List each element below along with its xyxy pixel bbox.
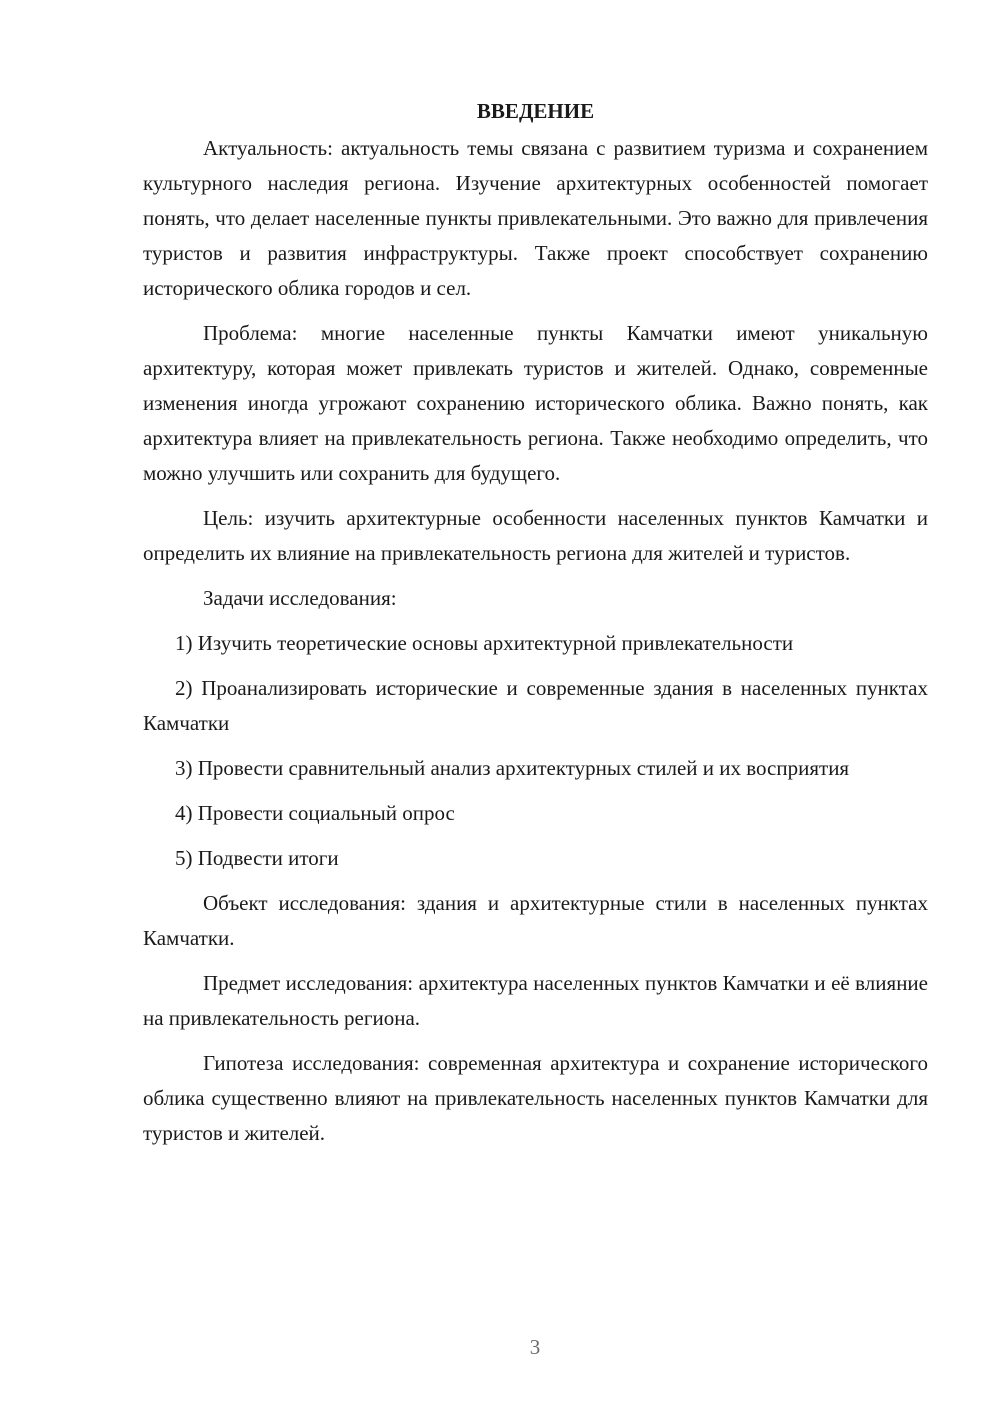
tasks-heading: Задачи исследования:: [203, 586, 397, 610]
goal-paragraph: Цель: изучить архитектурные особенности населенных пунктов Камчатки и определить их влияние на привлекательность региона для жителей и туристов.: [143, 506, 928, 565]
problem-paragraph: Проблема: многие населенные пункты Камчатки имеют уникальную архитектуру, которая может привлекать туристов и жителей. Однако, современные изменения иногда угрожают сохранению исторического облика. Важно понять, как архитектура влияет на привлекательность региона. Также необходимо определить, что можно улучшить или сохранить для будущего.: [143, 321, 928, 485]
task-item-3: 3) Провести сравнительный анализ архитектурных стилей и их восприятия: [175, 756, 850, 780]
relevance-paragraph: Актуальность: актуальность темы связана с развитием туризма и сохранением культурного наследия региона. Изучение архитектурных особенностей помогает понять, что делает населенные пункты привлекательными. Это важно для привлечения туристов и развития инфраструктуры. Также проект способствует сохранению исторического облика городов и сел.: [143, 136, 928, 300]
object-paragraph: Объект исследования: здания и архитектурные стили в населенных пунктах Камчатки.: [143, 891, 928, 950]
task-item-5: 5) Подвести итоги: [175, 846, 339, 870]
section-title: ВВЕДЕНИЕ: [476, 99, 595, 123]
subject-paragraph: Предмет исследования: архитектура населенных пунктов Камчатки и её влияние на привлекательность региона.: [143, 971, 928, 1030]
hypothesis-paragraph: Гипотеза исследования: современная архитектура и сохранение исторического облика существенно влияют на привлекательность населенных пунктов Камчатки для туристов и жителей.: [143, 1051, 928, 1145]
document-body: [143, 94, 928, 1161]
task-item-1: 1) Изучить теоретические основы архитектурной привлекательности: [175, 631, 794, 655]
task-item-2: 2) Проанализировать исторические и современные здания в населенных пунктах Камчатки: [143, 676, 928, 735]
task-item-4: 4) Провести социальный опрос: [175, 801, 455, 825]
page-number: 3: [529, 1335, 541, 1359]
